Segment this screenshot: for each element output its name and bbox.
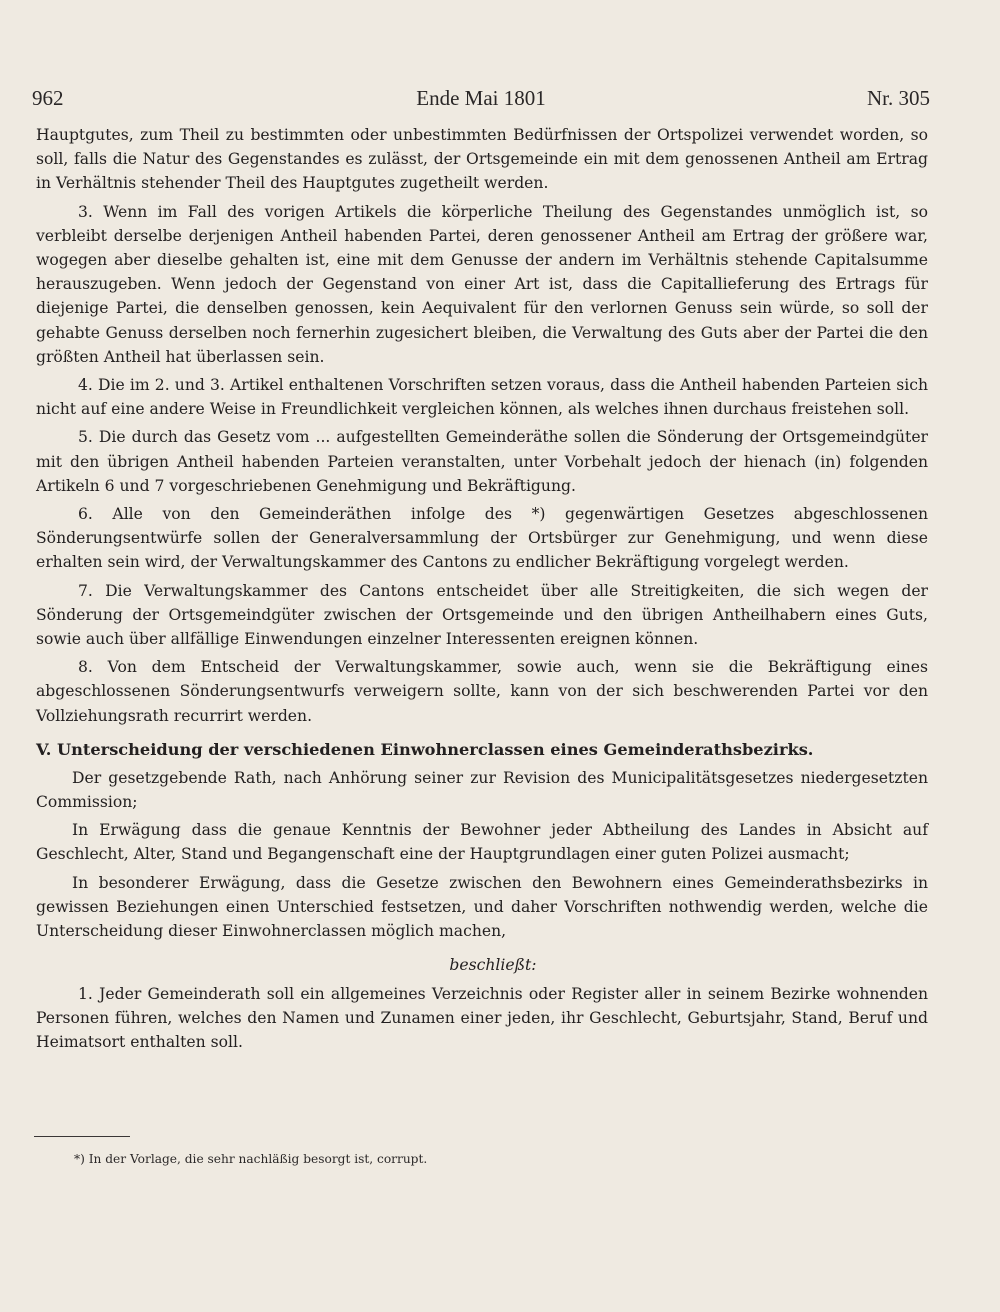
footnote-divider [34,1136,130,1137]
page-number: 962 [32,86,64,110]
article-7: 7. Die Verwaltungskammer des Cantons entscheidet über alle Streitigkeiten, die sich wegen der Sönderung der Ortsgemeindgüter zwischen der Ortsgemeinde und den übrigen Antheilhabern eines Guts, sowie auch über allfällige Einwendungen einzelner Interessenten ereignen können. [36,581,928,649]
body-text [36,123,928,1054]
section-article-1: 1. Jeder Gemeinderath soll ein allgemeines Verzeichnis oder Register aller in seinem Bezirke wohnenden Personen führen, welches den Namen und Zunamen einer jeden, ihr Geschlecht, Geburtsjahr, Stand, Beruf und Heimatsort enthalten soll. [36,984,928,1051]
running-title: Ende Mai 1801 [416,86,546,110]
document-number: Nr. 305 [867,86,930,110]
paragraph-continued: Hauptgutes, zum Theil zu bestimmten oder unbestimmten Bedürfnissen der Ortspolizei verwendet worden, so soll, falls die Natur des Gegenstandes es zulässt, der Ortsgemeinde ein mit dem genossenen Antheil am Ertrag in Verhältnis stehender Theil des Hauptgutes zugetheilt werden. [36,126,928,193]
preamble-commission: Der gesetzgebende Rath, nach Anhörung seiner zur Revision des Municipalitätsgesetzes niedergesetzten Commission; [36,768,928,812]
article-5: 5. Die durch das Gesetz vom ... aufgestellten Gemeinderäthe sollen die Sönderung der Ortsgemeindgüter mit den übrigen Antheil habenden Parteien veranstalten, unter Vorbehalt jedoch der hienach (in) folgenden Artikeln 6 und 7 vorgeschriebenen Genehmigung und Bekräftigung. [36,428,928,495]
article-6: 6. Alle von den Gemeinderäthen infolge des *) gegenwärtigen Gesetzes abgeschlossenen Sönderungsentwürfe sollen der Generalversammlung der Ortsbürger zur Genehmigung, und wenn diese erhalten sein wird, der Verwaltungskammer des Cantons zu endlicher Bekräftigung vorgelegt werden. [36,505,928,572]
preamble-considering: In Erwägung dass die genaue Kenntnis der Bewohner jeder Abtheilung des Landes in Absicht auf Geschlecht, Alter, Stand und Begangenschaft eine der Hauptgrundlagen einer guten Polizei ausmacht; [36,821,928,864]
article-4: 4. Die im 2. und 3. Artikel enthaltenen Vorschriften setzen voraus, dass die Antheil habenden Parteien sich nicht auf eine andere Weise in Freundlichkeit vergleichen können, als welches ihnen durchaus freistehen soll. [36,376,928,419]
resolution-formula: beschließt: [449,956,537,975]
footnote: *) In der Vorlage, die sehr nachläßig besorgt ist, corrupt. [74,1152,428,1166]
section-heading: V. Unterscheidung der verschiedenen Einwohnerclassen eines Gemeinderathsbezirks. [36,739,814,759]
article-8: 8. Von dem Entscheid der Verwaltungskammer, sowie auch, wenn sie die Bekräftigung eines abgeschlossenen Sönderungsentwurfs verweigern sollte, kann von der sich beschwerenden Partei vor den Vollziehungsrath recurrirt werden. [36,658,928,725]
preamble-particular: In besonderer Erwägung, dass die Gesetze zwischen den Bewohnern eines Gemeinderathsbezirks in gewissen Beziehungen einen Unterschied festsetzen, und daher Vorschriften nothwendig werden, welche die Unterscheidung dieser Einwohnerclassen möglich machen, [36,873,928,941]
article-3: 3. Wenn im Fall des vorigen Artikels die körperliche Theilung des Gegenstandes unmöglich ist, so verbleibt derselbe derjenigen Antheil habenden Partei, deren genossener Antheil am Ertrag der größere war, wogegen aber dieselbe gehalten ist, eine mit dem Genusse der andern im Verhältnis stehende Capitalsumme herauszugeben. Wenn jedoch der Gegenstand von einer Art ist, dass die Capitallieferung des Ertrags für diejenige Partei, die denselben genossen, kein Aequivalent für den verlornen Genuss sein würde, so soll der gehabte Genuss derselben noch fernerhin zugesichert bleiben, die Verwaltung des Guts aber der Partei die den größten Antheil hat überlassen sein. [36,202,928,366]
page-header [32,86,930,112]
